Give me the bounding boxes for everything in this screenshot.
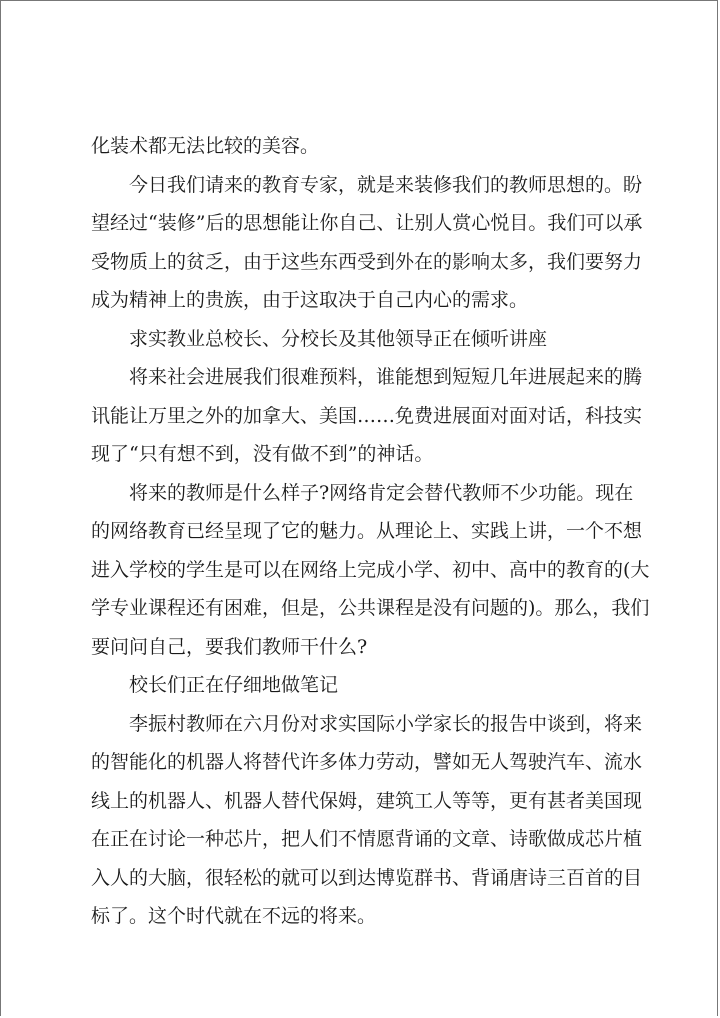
paragraph-future-teachers: 将来的教师是什么样子?网络肯定会替代教师不少功能。现在的网络教育已经呈现了它的魅力。从理论上、实践上讲，一个不想进入学校的学生是可以在网络上完成小学、初中、高中的教育的(大学专业课程还有困难，但是，公共课程是没有问题的)。那么，我们要问问自己，要我们教师干什么?	[91, 481, 650, 658]
paragraph-education-experts: 今日我们请来的教育专家，就是来装修我们的教师思想的。盼望经过“装修”后的思想能让你自己、让别人赏心悦目。我们可以承受物质上的贫乏，由于这些东西受到外在的影响太多，我们要努力成为精神上的贵族，由于这取决于自己内心的需求。	[91, 173, 643, 311]
photo-caption-principals-notes: 校长们正在仔细地做笔记	[129, 674, 339, 696]
photo-caption-leaders-listening: 求实教业总校长、分校长及其他领导正在倾听讲座	[129, 327, 548, 350]
document-body	[91, 127, 651, 936]
paragraph-future-society: 将来社会进展我们很难预料，谁能想到短短几年进展起来的腾讯能让万里之外的加拿大、美国……免费进展面对面对话，科技实现了“只有想不到，没有做不到”的神话。	[91, 366, 643, 465]
paragraph-continuation: 化装术都无法比较的美容。	[91, 135, 320, 157]
paragraph-intelligent-robots: 李振村教师在六月份对求实国际小学家长的报告中谈到，将来的智能化的机器人将替代许多体力劳动，譬如无人驾驶汽车、流水线上的机器人、机器人替代保姆，建筑工人等等，更有甚者美国现在正在讨论一种芯片，把人们不情愿背诵的文章、诗歌做成芯片植入人的大脑，很轻松的就可以到达博览群书、背诵唐诗三百首的目标了。这个时代就在不远的将来。	[91, 712, 643, 927]
